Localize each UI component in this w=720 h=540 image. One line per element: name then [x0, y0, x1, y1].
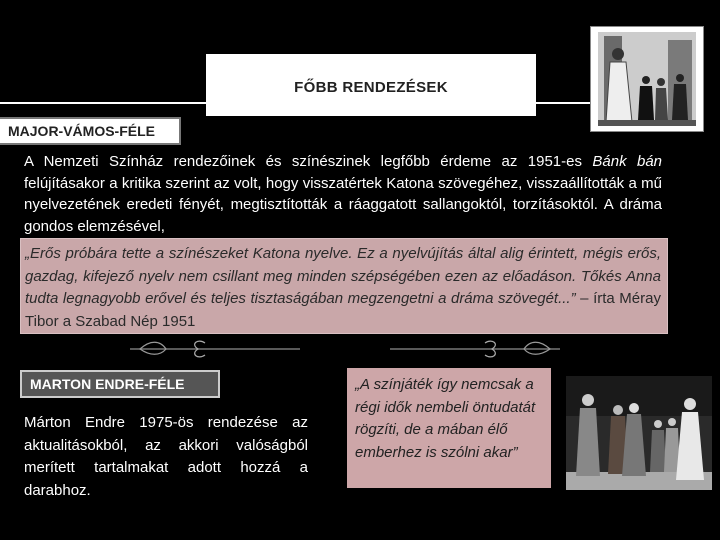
section-label-text: MARTON ENDRE-FÉLE	[30, 376, 185, 392]
paragraph-text: A Nemzeti Színház rendezőinek és színészinek legfőbb érdeme az 1951-es	[24, 153, 593, 170]
quote-text: „A színjáték így nemcsak a régi idők nembeli öntudatát rögzíti, de a mában élő emberhez is szólni akar”	[355, 376, 536, 461]
paragraph-text-cont: felújításakor a kritika szerint az volt, hogy visszatértek Katona szövegéhez, visszaállították a mű nyelvezetének eredeti fényét, megtisztították a ráaggatott sallangoktól, torzításoktól. A dráma gondos elemzésével,	[24, 174, 662, 235]
header-rule-right	[536, 102, 596, 104]
quote-box-marton	[347, 368, 551, 488]
paragraph-marton-endre: Márton Endre 1975-ös rendezése az aktualitásokból, az akkori valóságból merített tartalmakat adott hozzá a darabhoz.	[24, 414, 308, 499]
paragraph-major-vamos	[24, 151, 662, 239]
header-rule-left	[0, 102, 206, 104]
slide-title-box	[206, 54, 536, 116]
stage-photo-1951	[590, 26, 704, 132]
play-title: Bánk bán	[592, 153, 662, 170]
section-label-major-vamos	[0, 117, 181, 145]
stage-photo-1975	[566, 376, 712, 490]
section-label-text: MAJOR-VÁMOS-FÉLE	[8, 123, 155, 139]
ornamental-divider	[130, 338, 560, 360]
quote-attribution: – írta Méray Tibor a Szabad Nép 1951	[25, 290, 661, 330]
quote-text: „Erős próbára tette a színészeket Katona nyelve. Ez a nyelvújítás által alig érintett, mégis erős, gazdag, kifejező nyelv nem csillant meg minden szépségében ezen az előadáson. Tőkés Anna tudta legnagyobb erővel és teljes tisztaságában megzengetni a dráma szövegét...”	[25, 245, 661, 307]
quote-box-meray	[20, 238, 668, 334]
slide-title: FŐBB RENDEZÉSEK	[294, 78, 448, 96]
section-label-marton-endre	[20, 370, 220, 398]
